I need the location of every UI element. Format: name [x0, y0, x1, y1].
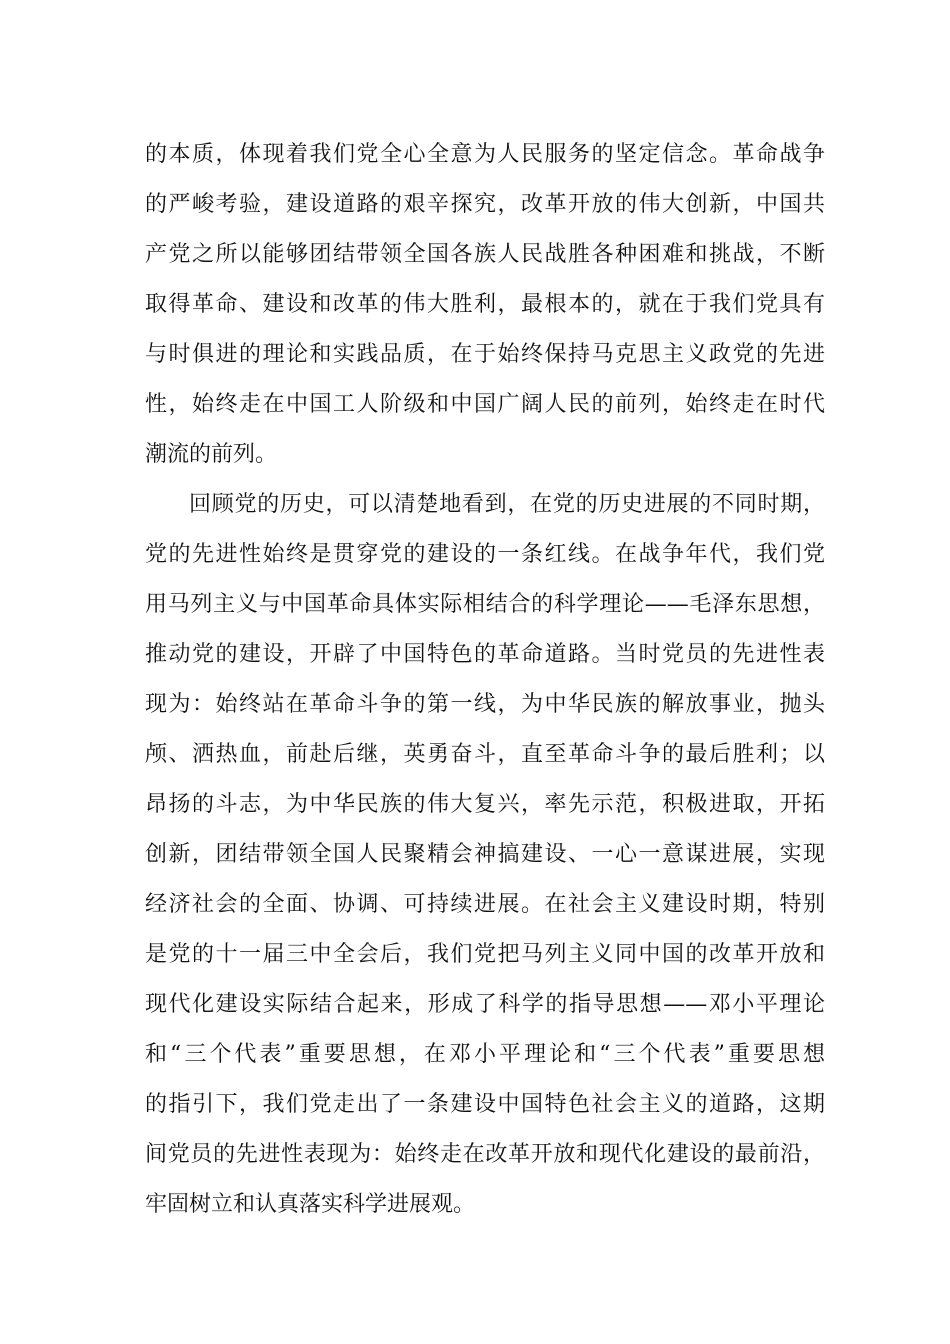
- paragraph-2: [145, 480, 825, 1230]
- paragraph-1: [145, 130, 825, 480]
- text-line: 和“三个代表”重要思想，在邓小平理论和“三个代表”重要思想: [145, 1042, 825, 1067]
- text-line: 间党员的先进性表现为：始终走在改革开放和现代化建设的最前沿，: [145, 1142, 825, 1167]
- text-line: 产党之所以能够团结带领全国各族人民战胜各种困难和挑战，不断: [145, 242, 825, 267]
- text-line: 现为：始终站在革命斗争的第一线，为中华民族的解放事业，抛头: [145, 692, 825, 717]
- text-line: 推动党的建设，开辟了中国特色的革命道路。当时党员的先进性表: [145, 642, 825, 667]
- document-body: [145, 130, 825, 1230]
- text-line: 创新，团结带领全国人民聚精会神搞建设、一心一意谋进展，实现: [145, 842, 825, 867]
- text-line: 是党的十一届三中全会后，我们党把马列主义同中国的改革开放和: [145, 942, 825, 967]
- text-line: 党的先进性始终是贯穿党的建设的一条红线。在战争年代，我们党: [145, 542, 825, 567]
- text-line: 回顾党的历史，可以清楚地看到，在党的历史进展的不同时期，: [189, 492, 825, 517]
- text-line: 的本质，体现着我们党全心全意为人民服务的坚定信念。革命战争: [145, 142, 825, 167]
- text-line: 的严峻考验，建设道路的艰辛探究，改革开放的伟大创新，中国共: [145, 192, 825, 217]
- text-line: 用马列主义与中国革命具体实际相结合的科学理论——毛泽东思想，: [145, 592, 825, 617]
- text-line: 性，始终走在中国工人阶级和中国广阔人民的前列，始终走在时代: [145, 392, 825, 417]
- text-line: 牢固树立和认真落实科学进展观。: [145, 1192, 476, 1217]
- text-line: 颅、洒热血，前赴后继，英勇奋斗，直至革命斗争的最后胜利；以: [145, 742, 825, 767]
- text-line: 与时俱进的理论和实践品质，在于始终保持马克思主义政党的先进: [145, 342, 825, 367]
- text-line: 经济社会的全面、协调、可持续进展。在社会主义建设时期，特别: [145, 892, 825, 917]
- text-line: 取得革命、建设和改革的伟大胜利，最根本的，就在于我们党具有: [145, 292, 825, 317]
- text-line: 现代化建设实际结合起来，形成了科学的指导思想——邓小平理论: [145, 992, 825, 1017]
- text-line: 的指引下，我们党走出了一条建设中国特色社会主义的道路，这期: [145, 1092, 825, 1117]
- text-line: 昂扬的斗志，为中华民族的伟大复兴，率先示范，积极进取，开拓: [145, 792, 825, 817]
- text-line: 潮流的前列。: [145, 442, 278, 467]
